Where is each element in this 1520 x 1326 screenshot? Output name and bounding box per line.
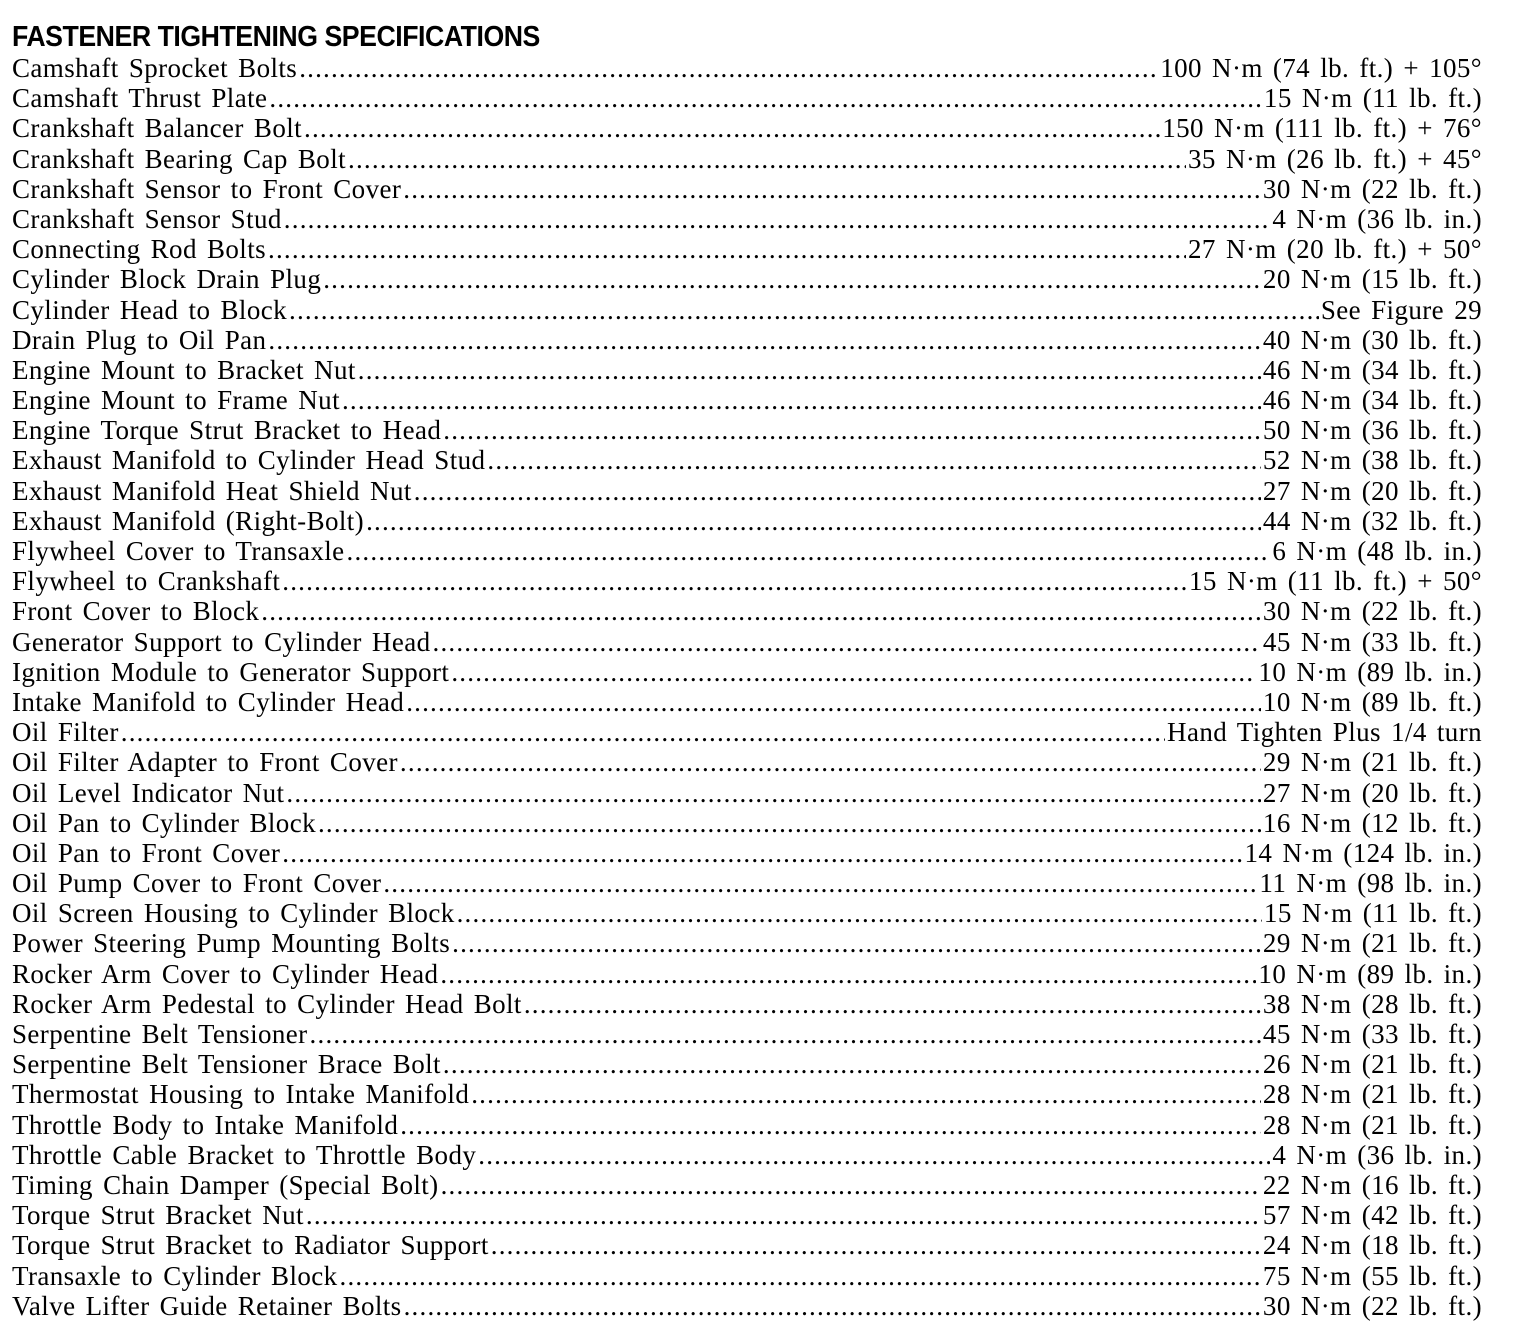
dot-leader — [524, 989, 1261, 1019]
spec-row — [12, 566, 1482, 596]
spec-row — [12, 1230, 1482, 1260]
spec-row — [12, 506, 1482, 536]
spec-name: Power Steering Pump Mounting Bolts — [12, 928, 451, 959]
spec-row — [12, 989, 1482, 1019]
spec-value: 38 N·m (28 lb. ft.) — [1262, 988, 1482, 1019]
dot-leader — [340, 1261, 1261, 1291]
spec-value: 15 N·m (11 lb. ft.) + 50° — [1189, 566, 1482, 597]
spec-row — [12, 1200, 1482, 1230]
spec-row — [12, 264, 1482, 294]
spec-row — [12, 53, 1482, 83]
spec-name: Oil Pump Cover to Front Cover — [12, 868, 382, 899]
dot-leader — [268, 325, 1261, 355]
spec-row — [12, 838, 1482, 868]
spec-row — [12, 687, 1482, 717]
spec-name: Connecting Rod Bolts — [12, 234, 267, 265]
spec-value: 27 N·m (20 lb. ft.) — [1262, 777, 1482, 808]
dot-leader — [342, 385, 1261, 415]
dot-leader — [443, 1049, 1261, 1079]
dot-leader — [414, 476, 1261, 506]
dot-leader — [286, 778, 1261, 808]
dot-leader — [282, 838, 1242, 868]
spec-name: Camshaft Thrust Plate — [12, 83, 268, 114]
spec-row — [12, 536, 1482, 566]
spec-row — [12, 234, 1482, 264]
spec-name: Oil Pan to Cylinder Block — [12, 807, 316, 838]
dot-leader — [347, 536, 1271, 566]
spec-row — [12, 144, 1482, 174]
spec-row — [12, 204, 1482, 234]
dot-leader — [383, 868, 1257, 898]
spec-value: 50 N·m (36 lb. ft.) — [1262, 415, 1482, 446]
dot-leader — [121, 717, 1165, 747]
spec-row — [12, 1140, 1482, 1170]
spec-name: Flywheel Cover to Transaxle — [12, 536, 345, 566]
spec-row — [12, 928, 1482, 958]
spec-value: 150 N·m (111 lb. ft.) + 76° — [1162, 113, 1482, 144]
spec-name: Generator Support to Cylinder Head — [12, 626, 431, 657]
spec-value: 29 N·m (21 lb. ft.) — [1262, 928, 1482, 959]
spec-value: 46 N·m (34 lb. ft.) — [1262, 385, 1482, 416]
spec-value: 10 N·m (89 lb. ft.) — [1262, 686, 1482, 717]
spec-value: 52 N·m (38 lb. ft.) — [1262, 445, 1482, 476]
spec-name: Ignition Module to Generator Support — [12, 656, 450, 687]
spec-name: Valve Lifter Guide Retainer Bolts — [12, 1290, 402, 1321]
spec-name: Front Cover to Block — [12, 596, 260, 627]
spec-name: Engine Mount to Frame Nut — [12, 385, 340, 416]
spec-value: 27 N·m (20 lb. ft.) + 50° — [1188, 234, 1482, 265]
dot-leader — [299, 53, 1158, 83]
spec-row — [12, 596, 1482, 626]
spec-row — [12, 1170, 1482, 1200]
spec-value: 6 N·m (48 lb. in.) — [1272, 536, 1482, 566]
spec-row — [12, 355, 1482, 385]
spec-row — [12, 1079, 1482, 1109]
spec-name: Thermostat Housing to Intake Manifold — [12, 1079, 470, 1110]
spec-name: Cylinder Block Drain Plug — [12, 264, 322, 295]
dot-leader — [348, 144, 1186, 174]
spec-name: Oil Screen Housing to Cylinder Block — [12, 898, 455, 929]
spec-row — [12, 898, 1482, 928]
spec-name: Crankshaft Sensor Stud — [12, 203, 282, 234]
spec-value: See Figure 29 — [1320, 294, 1482, 325]
dot-leader — [268, 234, 1186, 264]
spec-row — [12, 415, 1482, 445]
dot-leader — [323, 264, 1261, 294]
spec-value: 16 N·m (12 lb. ft.) — [1262, 807, 1482, 838]
spec-value: 24 N·m (18 lb. ft.) — [1262, 1230, 1482, 1261]
spec-value: 45 N·m (33 lb. ft.) — [1262, 626, 1482, 657]
spec-value: 10 N·m (89 lb. in.) — [1258, 656, 1482, 687]
spec-value: 29 N·m (21 lb. ft.) — [1262, 747, 1482, 778]
spec-name: Exhaust Manifold Heat Shield Nut — [12, 475, 412, 506]
dot-leader — [443, 415, 1261, 445]
spec-name: Serpentine Belt Tensioner Brace Bolt — [12, 1049, 441, 1080]
spec-value: 20 N·m (15 lb. ft.) — [1262, 264, 1482, 295]
dot-leader — [289, 295, 1319, 325]
dot-leader — [457, 898, 1262, 928]
dot-leader — [441, 1170, 1261, 1200]
dot-leader — [358, 355, 1261, 385]
dot-leader — [310, 1019, 1261, 1049]
dot-leader — [284, 204, 1271, 234]
dot-leader — [491, 1230, 1261, 1260]
dot-leader — [452, 928, 1261, 958]
spec-value: 44 N·m (32 lb. ft.) — [1262, 505, 1482, 536]
spec-value: 27 N·m (20 lb. ft.) — [1262, 475, 1482, 506]
spec-name: Transaxle to Cylinder Block — [12, 1260, 338, 1291]
spec-name: Throttle Body to Intake Manifold — [12, 1109, 399, 1140]
spec-value: 26 N·m (21 lb. ft.) — [1262, 1049, 1482, 1080]
spec-value: 28 N·m (21 lb. ft.) — [1262, 1109, 1482, 1140]
spec-name: Crankshaft Balancer Bolt — [12, 113, 303, 144]
spec-value: 30 N·m (22 lb. ft.) — [1262, 173, 1482, 204]
spec-row — [12, 1291, 1482, 1321]
spec-row — [12, 445, 1482, 475]
spec-row — [12, 1110, 1482, 1140]
spec-name: Intake Manifold to Cylinder Head — [12, 686, 405, 717]
dot-leader — [478, 1140, 1270, 1170]
spec-value: 75 N·m (55 lb. ft.) — [1262, 1260, 1482, 1291]
dot-leader — [400, 747, 1261, 777]
spec-row — [12, 627, 1482, 657]
spec-row — [12, 778, 1482, 808]
spec-name: Crankshaft Bearing Cap Bolt — [12, 143, 346, 174]
spec-name: Crankshaft Sensor to Front Cover — [12, 173, 402, 204]
spec-name: Oil Filter — [12, 717, 119, 748]
spec-value: 10 N·m (89 lb. in.) — [1258, 958, 1482, 989]
spec-value: 22 N·m (16 lb. ft.) — [1262, 1169, 1482, 1200]
spec-value: 15 N·m (11 lb. ft.) — [1263, 898, 1482, 929]
dot-leader — [487, 445, 1261, 475]
spec-row — [12, 1049, 1482, 1079]
spec-name: Rocker Arm Cover to Cylinder Head — [12, 958, 439, 989]
spec-name: Throttle Cable Bracket to Throttle Body — [12, 1139, 477, 1170]
dot-leader — [433, 627, 1261, 657]
spec-name: Rocker Arm Pedestal to Cylinder Head Bolt — [12, 988, 522, 1019]
spec-row — [12, 868, 1482, 898]
dot-leader — [269, 83, 1262, 113]
spec-row — [12, 174, 1482, 204]
spec-row — [12, 83, 1482, 113]
spec-name: Oil Level Indicator Nut — [12, 777, 285, 808]
dot-leader — [471, 1079, 1261, 1109]
dot-leader — [282, 566, 1187, 596]
spec-name: Torque Strut Bracket to Radiator Support — [12, 1230, 489, 1261]
spec-value: 100 N·m (74 lb. ft.) + 105° — [1160, 53, 1482, 83]
spec-row — [12, 747, 1482, 777]
spec-name: Oil Pan to Front Cover — [12, 837, 281, 868]
dot-leader — [304, 113, 1160, 143]
dot-leader — [400, 1110, 1261, 1140]
spec-row — [12, 717, 1482, 747]
spec-value: 14 N·m (124 lb. in.) — [1244, 837, 1482, 868]
spec-name: Exhaust Manifold (Right-Bolt) — [12, 505, 365, 536]
spec-name: Oil Filter Adapter to Front Cover — [12, 747, 398, 778]
dot-leader — [406, 687, 1261, 717]
spec-name: Camshaft Sprocket Bolts — [12, 53, 298, 83]
spec-name: Timing Chain Damper (Special Bolt) — [12, 1169, 439, 1200]
spec-name: Serpentine Belt Tensioner — [12, 1019, 308, 1049]
spec-name: Exhaust Manifold to Cylinder Head Stud — [12, 445, 486, 476]
spec-value: Hand Tighten Plus 1/4 turn — [1167, 717, 1482, 748]
spec-name: Engine Torque Strut Bracket to Head — [12, 415, 442, 446]
dot-leader — [403, 174, 1261, 204]
spec-row — [12, 476, 1482, 506]
spec-value: 30 N·m (22 lb. ft.) — [1262, 596, 1482, 627]
spec-name: Torque Strut Bracket Nut — [12, 1200, 304, 1231]
spec-value: 30 N·m (22 lb. ft.) — [1262, 1290, 1482, 1321]
dot-leader — [451, 657, 1256, 687]
spec-name: Flywheel to Crankshaft — [12, 566, 281, 597]
spec-row — [12, 325, 1482, 355]
spec-value: 46 N·m (34 lb. ft.) — [1262, 354, 1482, 385]
dot-leader — [318, 808, 1261, 838]
dot-leader — [306, 1200, 1261, 1230]
spec-name: Drain Plug to Oil Pan — [12, 324, 267, 355]
dot-leader — [261, 596, 1261, 626]
dot-leader — [366, 506, 1261, 536]
spec-row — [12, 959, 1482, 989]
spec-row — [12, 808, 1482, 838]
spec-name: Cylinder Head to Block — [12, 294, 287, 325]
spec-value: 57 N·m (42 lb. ft.) — [1262, 1200, 1482, 1231]
spec-row — [12, 113, 1482, 143]
spec-row — [12, 385, 1482, 415]
spec-list — [12, 53, 1482, 1321]
spec-value: 4 N·m (36 lb. in.) — [1272, 203, 1482, 234]
dot-leader — [440, 959, 1256, 989]
spec-row — [12, 1261, 1482, 1291]
spec-value: 15 N·m (11 lb. ft.) — [1263, 83, 1482, 114]
spec-value: 35 N·m (26 lb. ft.) + 45° — [1188, 143, 1482, 174]
spec-value: 4 N·m (36 lb. in.) — [1272, 1139, 1482, 1170]
spec-name: Engine Mount to Bracket Nut — [12, 354, 356, 385]
page-title: FASTENER TIGHTENING SPECIFICATIONS — [12, 21, 540, 54]
spec-value: 45 N·m (33 lb. ft.) — [1262, 1019, 1482, 1049]
spec-row — [12, 1019, 1482, 1049]
spec-value: 40 N·m (30 lb. ft.) — [1262, 324, 1482, 355]
dot-leader — [404, 1291, 1261, 1321]
spec-value: 28 N·m (21 lb. ft.) — [1262, 1079, 1482, 1110]
spec-value: 11 N·m (98 lb. in.) — [1259, 868, 1482, 899]
spec-row — [12, 295, 1482, 325]
spec-row — [12, 657, 1482, 687]
